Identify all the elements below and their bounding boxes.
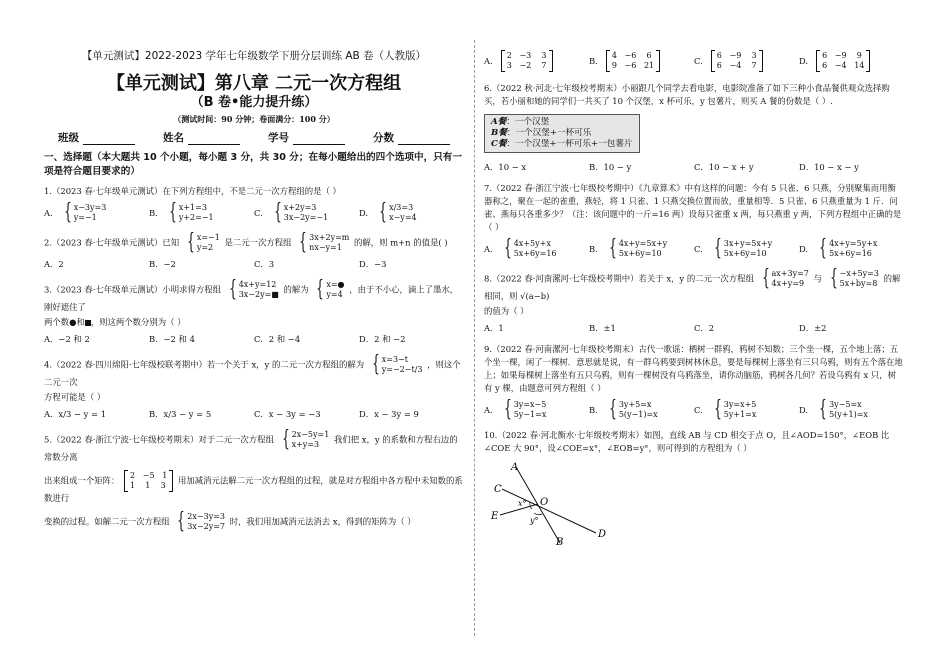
- question-4-line2: 方程可能是（ ）: [44, 392, 106, 402]
- class-field[interactable]: 班级: [58, 132, 135, 145]
- option-a[interactable]: A．2: [44, 259, 64, 269]
- option-c[interactable]: C．x − 3y = −3: [254, 409, 321, 419]
- question-2-options: [44, 258, 464, 271]
- label-c: C: [494, 484, 502, 495]
- page-title: 【单元测试】第八章 二元一次方程组: [106, 73, 402, 94]
- option-a[interactable]: A. { 4x+5y+x 5x+6y=16: [484, 236, 557, 261]
- option-d[interactable]: D. 6 −9 9 6 −4 14: [799, 50, 904, 72]
- meal-menu: [484, 114, 640, 153]
- question-2: 2.（2023 春·七年级单元测试）已知 { x=−1 y=2 是二元一次方程组 { 3x+2y=m nx−y=1 的解，则 m+n 的值是( ): [44, 230, 448, 255]
- test-info: （测试时间：90 分钟；卷面满分：100 分）: [173, 114, 335, 124]
- option-b[interactable]: B. { x+1=3 y+2=−1: [149, 200, 214, 225]
- name-blank[interactable]: [188, 134, 240, 145]
- label-d: D: [598, 529, 607, 540]
- question-5: 5.（2022 春·浙江宁波·七年级校考期末）对于二元一次方程组 { 2x−5y=1 x+y=3 我们把 x，y 的系数和方程右边的常数分离: [44, 427, 458, 462]
- label-o: O: [540, 497, 549, 508]
- student-id-blank[interactable]: [293, 134, 345, 145]
- name-field[interactable]: 姓名: [163, 132, 240, 145]
- menu-item-a: A餐：一个汉堡: [491, 117, 550, 127]
- label-y-angle: y°: [530, 516, 539, 525]
- geometry-figure: [488, 461, 904, 549]
- column-divider: [474, 40, 475, 636]
- option-c[interactable]: C. { 3y=x+5 5y+1=x: [694, 397, 757, 422]
- question-3-options: [44, 333, 464, 346]
- option-c[interactable]: C. 6 −9 3 6 −4 7: [694, 50, 799, 72]
- question-4-options: [44, 408, 464, 421]
- label-x-angle: x°: [518, 499, 527, 508]
- question-6: 6.（2022 秋·河北·七年级校考期末）小丽跟几个同学去看电影，电影院准备了如下三种小食品餐供观众选择购买，若小丽和她的同学们一共买了 10 个汉堡，x 杯可乐，y 包薯片，则买 A 餐的份数是（ ）.: [484, 83, 890, 106]
- question-8: 8.（2022 春·河南漯河·七年级校考期中）若关于 x，y 的二元一次方程组 { ax+3y=7 4x+y=9 与 { −x+5y=3 5x+by=8 的解相同，则 √(a−b): [484, 266, 901, 301]
- question-9: 9.（2022 春·河南漯河·七年级校考期末）古代一歌谣：栖树一群鸦，鸦树不知数；三个坐一棵，五个地上落；五个坐一棵，闲了一棵树．意思就是说，有一群乌鸦要到树林休息，要是每棵树上落坐有三只乌鸦，则有五个落在地上；如果每棵树上落坐有五只乌鸦，则有一棵树没有乌鸦落坐，请你动脑筋，鸦树各几何？若设乌鸦有 x 只，树有 y 棵，由题意可列方程组（ ）: [484, 344, 903, 393]
- option-d[interactable]: D．10 − x − y: [799, 162, 859, 172]
- option-c[interactable]: C．2 和 −4: [254, 334, 301, 344]
- question-3: 3.（2023 春·七年级单元测试）小明求得方程组 { 4x+y=12 3x−2y=■ 的解为 { x=● y=4 ，由于不小心，滴上了墨水，刚好遮住了: [44, 277, 459, 312]
- option-a[interactable]: A. 2 −3 3 3 −2 7: [484, 50, 589, 72]
- question-1: 1.（2023 春·七年级单元测试）在下列方程组中，不是二元一次方程组的是（ ）: [44, 186, 341, 196]
- option-c[interactable]: C．3: [254, 259, 275, 269]
- option-d[interactable]: D. { x/3=3 x−y=4: [359, 200, 417, 225]
- series-title: 【单元测试】2022-2023 学年七年级数学下册分层训练 AB 卷（人教版）: [81, 50, 427, 62]
- score-blank[interactable]: [398, 134, 450, 145]
- line-cd: [502, 489, 596, 533]
- question-1-options: [44, 202, 464, 224]
- label-e: E: [491, 511, 499, 522]
- question-5-options: [484, 50, 904, 72]
- page-subtitle: （B 卷•能力提升练）: [190, 95, 318, 110]
- question-8-options: [484, 322, 904, 335]
- menu-item-b: B餐：一个汉堡+一杯可乐: [491, 128, 592, 138]
- option-a[interactable]: A．x/3 − y = 1: [44, 409, 107, 419]
- question-7-options: [484, 238, 904, 260]
- option-b[interactable]: B. { 3y+5=x 5(y−1)=x: [589, 397, 658, 422]
- intersecting-lines-diagram: [488, 461, 618, 545]
- option-b[interactable]: B．±1: [589, 323, 616, 333]
- option-a[interactable]: A．10 − x: [484, 162, 527, 172]
- label-b: B: [556, 537, 564, 545]
- option-b[interactable]: B．−2 和 4: [149, 334, 195, 344]
- option-c[interactable]: C. { 3x+y=5x+y 5x+6y=10: [694, 236, 773, 261]
- option-a[interactable]: A. { x−3y=3 y=−1: [44, 200, 107, 225]
- option-b[interactable]: B．−2: [149, 259, 176, 269]
- question-6-options: [484, 161, 904, 174]
- option-d[interactable]: D．±2: [799, 323, 827, 333]
- question-5-line2: 出来组成一个矩阵： 2 −5 1 1 1 3 用加减消元法解二元一次方程组的过程，就是对方程组中各方程中未知数的系数进行: [44, 471, 463, 503]
- option-a[interactable]: A. { 3y=x−5 5y−1=x: [484, 397, 547, 422]
- student-info-row: [44, 132, 464, 145]
- option-d[interactable]: D. { 3y−5=x 5(y+1)=x: [799, 397, 868, 422]
- option-d[interactable]: D．−3: [359, 259, 387, 269]
- option-c[interactable]: C．2: [694, 323, 715, 333]
- question-3-line2: 两个数●和 ，则这两个数分别为（ ）: [44, 317, 186, 327]
- option-c[interactable]: C．10 − x + y: [694, 162, 754, 172]
- question-5-line3: 变换的过程。如解二元一次方程组 { 2x−3y=3 3x−2y=7 时，我们用加减消元法消去 x，得到的矩阵为（ ）: [44, 509, 416, 534]
- option-a[interactable]: A．−2 和 2: [44, 334, 90, 344]
- student-id-field[interactable]: 学号: [268, 132, 345, 145]
- option-b[interactable]: B. 4 −6 6 9 −6 21: [589, 50, 694, 72]
- left-column: [44, 42, 464, 533]
- option-b[interactable]: B．x/3 − y = 5: [149, 409, 212, 419]
- class-blank[interactable]: [83, 134, 135, 145]
- label-a: A: [511, 462, 519, 473]
- question-10: 10.（2022 春·河北衡水·七年级校考期末）如图，直线 AB 与 CD 相交于点 O，且∠AOD=150°，∠EOB 比∠COE 大 90°，设∠COE=x°，∠EOB=y°，则可得到的方程组为（ ）: [484, 430, 890, 453]
- question-9-options: [484, 399, 904, 421]
- menu-item-c: C餐：一个汉堡+一杯可乐+一包薯片: [491, 139, 633, 149]
- option-a[interactable]: A．1: [484, 323, 504, 333]
- score-field[interactable]: 分数: [373, 132, 450, 145]
- section-heading: 一、选择题（本大题共 10 个小题，每小题 3 分，共 30 分；在每小题给出的四个选项中，只有一项是符合题目要求的）: [44, 152, 462, 177]
- question-4: 4.（2022 春·四川绵阳·七年级校联考期中）若一个关于 x，y 的二元一次方程组的解为 { x=3−t y=−2−t/3 ，则这个二元一次: [44, 352, 461, 387]
- question-8-line2: 的值为（ ）: [484, 306, 529, 316]
- option-d[interactable]: D．2 和 −2: [359, 334, 406, 344]
- option-b[interactable]: B. { 4x+y=5x+y 5x+6y=10: [589, 236, 668, 261]
- option-d[interactable]: D．x − 3y = 9: [359, 409, 419, 419]
- option-d[interactable]: D. { 4x+y=5y+x 5x+6y=16: [799, 236, 878, 261]
- option-b[interactable]: B．10 − y: [589, 162, 632, 172]
- question-7: 7.（2022 春·浙江宁波·七年级校考期中）《九章算术》中有这样的问题：今有 5 只雀、6 只燕，分别聚集而用衡器称之，聚在一起的雀重，燕轻，将 1 只雀、1 只燕交换位置而放，重量相等．5 只雀、6 只燕重量为 1 斤．问雀、燕每只各重多少？（注：该问题中的一斤=16 两）设每只雀重 x 两，每只燕重 y 两，下列方程组中正确的是（ ）: [484, 183, 902, 232]
- option-c[interactable]: C. { x+2y=3 3x−2y=−1: [254, 200, 329, 225]
- right-column: [484, 48, 904, 549]
